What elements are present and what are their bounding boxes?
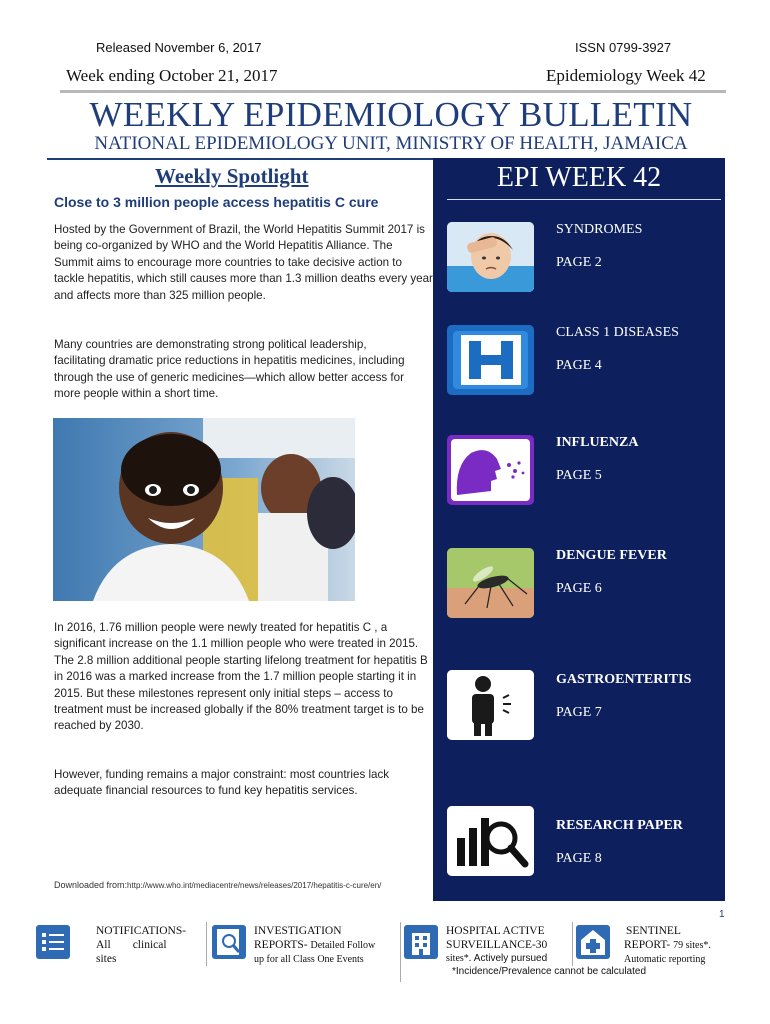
spotlight-paragraph: In 2016, 1.76 million people were newly treated for hepatitis C , a significant increase on the 1.1 million people who were treated in 2015. The 2.8 million additional people starting lifelong treatment for hepatitis B in 2016 was a marked increase from the 1.7 million people starting it in 2015. But these milestones represent only initial steps – access to treatment must be increased globally if the 80% treatment target is to be reached by 2030. [54, 621, 428, 733]
sidebar-page-research-paper[interactable]: PAGE 8 [556, 851, 602, 866]
sentinel-report: REPORT- [624, 939, 671, 951]
gastro-person-icon[interactable] [447, 670, 534, 740]
notifications-all: All [96, 939, 111, 951]
source-citation [54, 878, 434, 893]
sidebar-page-gastroenteritis[interactable]: PAGE 7 [556, 705, 602, 720]
source-url[interactable]: http://www.who.int/mediacentre/news/releases/2017/hepatitis-c-cure/en/ [127, 881, 382, 890]
magnifier-chart-icon[interactable] [447, 806, 534, 876]
magnifier-document-icon [212, 925, 246, 959]
sneeze-icon[interactable] [447, 435, 534, 505]
page-number: 1 [719, 909, 725, 920]
notifications-title: NOTIFICATIONS- [96, 925, 187, 937]
epi-week-heading: EPI WEEK 42 [496, 162, 662, 193]
hospital-surveillance: SURVEILLANCE-30 [446, 939, 548, 951]
hospital-sites: sites*. [446, 953, 472, 964]
spotlight-paragraph: Many countries are demonstrating strong political leadership, facilitating dramatic price reductions in hepatitis medicines, including through the use of generic medicines—which allow better access for more people within a short time. [54, 338, 405, 401]
sidebar-item-dengue-fever[interactable]: DENGUE FEVER [556, 548, 667, 563]
sidebar-item-gastroenteritis[interactable]: GASTROENTERITIS [556, 672, 692, 687]
sidebar-page-syndromes[interactable]: PAGE 2 [556, 255, 602, 270]
footer-divider [572, 922, 573, 966]
footer-hospital [446, 924, 570, 966]
notifications-line [96, 938, 206, 952]
header-divider [60, 90, 726, 93]
sick-child-icon[interactable] [447, 222, 534, 292]
spotlight-heading: Weekly Spotlight [155, 164, 309, 188]
issn: ISSN 0799-3927 [575, 40, 672, 55]
hospital-h-icon[interactable] [447, 325, 534, 395]
sentinel-sites: 79 sites*. [673, 940, 711, 951]
spotlight-paragraph: Hosted by the Government of Brazil, the World Hepatitis Summit 2017 is being co-organized by WHO and the World Hepatitis Alliance. The Summit aims to encourage more countries to take decisive action to tackle hepatitis, which still causes more than 1.3 million deaths every year and affects more than 325 million people. [54, 223, 433, 302]
list-icon [36, 925, 70, 959]
smiling-child-photo [53, 418, 355, 601]
sentinel-automatic: Automatic reporting [624, 954, 706, 965]
release-date: Released November 6, 2017 [96, 40, 262, 55]
notifications-clinical: clinical [132, 939, 167, 951]
investigation-reports: REPORTS- [254, 939, 308, 951]
investigation-detail: Detailed Follow [310, 940, 376, 951]
sentinel-title: SENTINEL [626, 925, 681, 937]
sidebar-page-class-1-diseases[interactable]: PAGE 4 [556, 358, 602, 373]
source-label: Downloaded from: [54, 880, 128, 890]
sidebar-page-influenza[interactable]: PAGE 5 [556, 468, 602, 483]
footer-divider [206, 922, 207, 966]
footer-notifications [96, 924, 206, 966]
week-ending: Week ending October 21, 2017 [66, 66, 278, 85]
epidemiology-week: Epidemiology Week 42 [546, 66, 706, 85]
hospital-title: HOSPITAL ACTIVE [446, 925, 545, 937]
investigation-line [254, 938, 402, 953]
medical-cross-icon [576, 925, 610, 959]
sentinel-line [624, 938, 734, 953]
sidebar-page-dengue-fever[interactable]: PAGE 6 [556, 581, 602, 596]
footer-sentinel [624, 924, 734, 967]
sidebar-item-syndromes[interactable]: SYNDROMES [556, 222, 643, 237]
notifications-sites: sites [96, 953, 117, 965]
hospital-building-icon [404, 925, 438, 959]
footer-divider [400, 922, 401, 982]
mosquito-icon[interactable] [447, 548, 534, 618]
sidebar-item-class-1-diseases[interactable]: CLASS 1 DISEASES [556, 325, 679, 340]
bulletin-title: WEEKLY EPIDEMIOLOGY BULLETIN [89, 95, 693, 134]
hospital-pursued: Actively pursued [473, 953, 548, 964]
footnote: *Incidence/Prevalence cannot be calculated [452, 966, 647, 977]
sidebar-item-research-paper[interactable]: RESEARCH PAPER [556, 818, 683, 833]
footer-investigation [254, 924, 402, 967]
spotlight-headline: Close to 3 million people access hepatitis C cure [54, 194, 379, 210]
investigation-followup: up for all Class One Events [254, 954, 364, 965]
investigation-title: INVESTIGATION [254, 925, 342, 937]
sidebar-item-influenza[interactable]: INFLUENZA [556, 435, 639, 450]
panel-divider [447, 199, 721, 200]
bulletin-subtitle: NATIONAL EPIDEMIOLOGY UNIT, MINISTRY OF HEALTH, JAMAICA [94, 133, 688, 154]
hospital-line [446, 952, 570, 966]
spotlight-paragraph: However, funding remains a major constraint: most countries lack adequate financial resources to fund key hepatitis services. [54, 768, 390, 798]
